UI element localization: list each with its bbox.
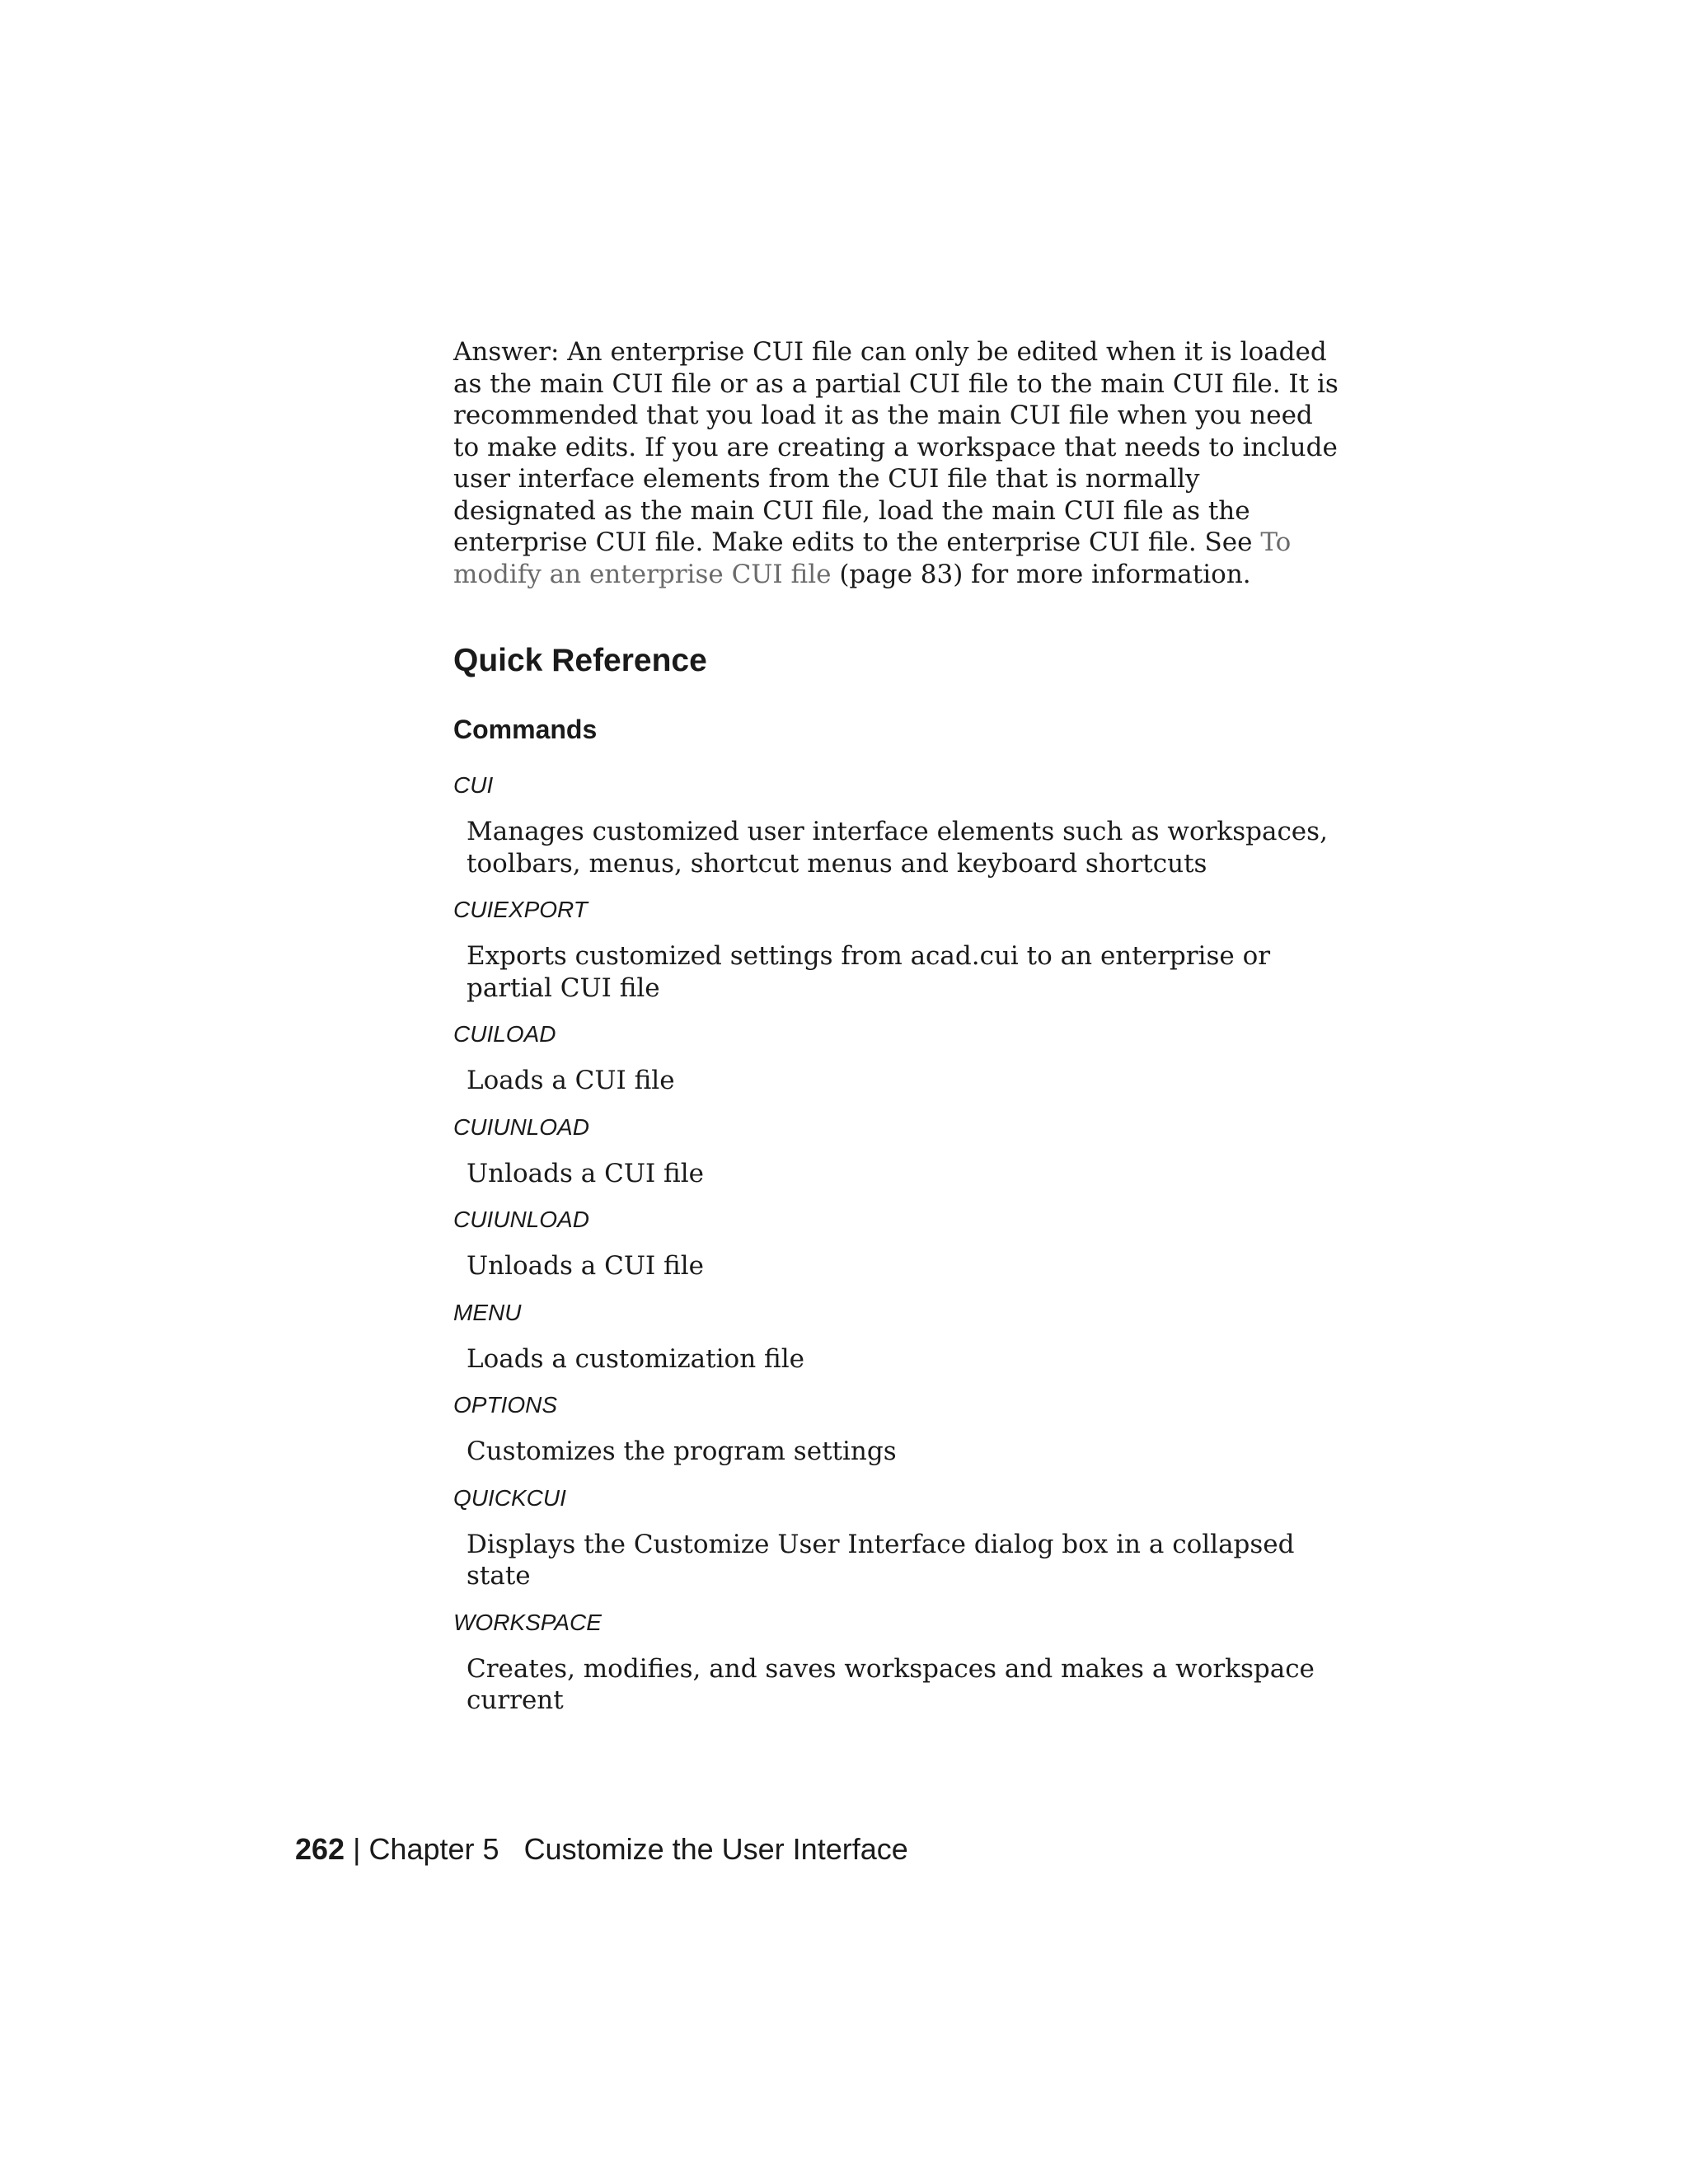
answer-text-end: (page 83) for more information. <box>831 559 1251 589</box>
subsection-title: Commands <box>453 715 598 744</box>
command-item <box>453 1019 1343 1097</box>
command-item <box>453 1390 1343 1468</box>
command-name: CUILOAD <box>453 1021 556 1047</box>
command-item <box>453 1297 1343 1376</box>
command-description: Displays the Customize User Interface dialog box in a collapsed state <box>467 1529 1295 1591</box>
command-name: CUIUNLOAD <box>453 1207 589 1232</box>
command-item <box>453 1483 1343 1592</box>
command-name: CUIUNLOAD <box>453 1113 589 1140</box>
command-description: Customizes the program settings <box>467 1436 897 1466</box>
command-name: WORKSPACE <box>453 1609 602 1635</box>
command-description: Loads a CUI file <box>467 1066 675 1095</box>
footer-separator: | <box>345 1832 369 1866</box>
command-description: Exports customized settings from acad.cui to an enterprise or partial CUI file <box>467 941 1271 1003</box>
command-description: Loads a customization file <box>467 1343 804 1374</box>
chapter-label: Chapter 5 <box>368 1832 499 1866</box>
command-item <box>453 1204 1343 1282</box>
command-item <box>453 894 1343 1004</box>
answer-text: Answer: An enterprise CUI file can only be edited when it is loaded as the main CUI file or as a partial CUI file to the main CUI file. It is recommended that you load it as the main CUI file when you need to make edits. If you are creating a workspace that needs to include user interface elements from the CUI file that is normally designated as the main CUI file, load the main CUI file as the enterprise CUI file. Make edits to the enterprise CUI file. See <box>453 337 1339 557</box>
command-name: OPTIONS <box>453 1392 558 1418</box>
command-description: Creates, modifies, and saves workspaces and makes a workspace current <box>467 1653 1315 1715</box>
command-description: Unloads a CUI file <box>467 1158 704 1188</box>
page-number: 262 <box>295 1832 345 1866</box>
section-title: Quick Reference <box>453 643 707 678</box>
command-name: QUICKCUI <box>453 1484 566 1511</box>
answer-paragraph <box>453 336 1343 590</box>
cross-reference-link[interactable]: To modify an enterprise CUI file <box>453 527 1292 589</box>
page-content <box>453 336 1343 1732</box>
command-description: Unloads a CUI file <box>467 1251 704 1281</box>
command-item <box>453 1112 1343 1190</box>
command-name: CUIEXPORT <box>453 897 588 922</box>
chapter-title: Customize the User Interface <box>523 1832 908 1866</box>
command-item <box>453 770 1343 879</box>
page-footer <box>295 1831 908 1868</box>
command-description: Manages customized user interface elements such as workspaces, toolbars, menus, shortcut menus and keyboard shortcuts <box>467 817 1328 879</box>
command-name: MENU <box>453 1299 522 1325</box>
command-name: CUI <box>453 772 494 798</box>
command-list <box>453 770 1343 1717</box>
command-item <box>453 1607 1343 1717</box>
